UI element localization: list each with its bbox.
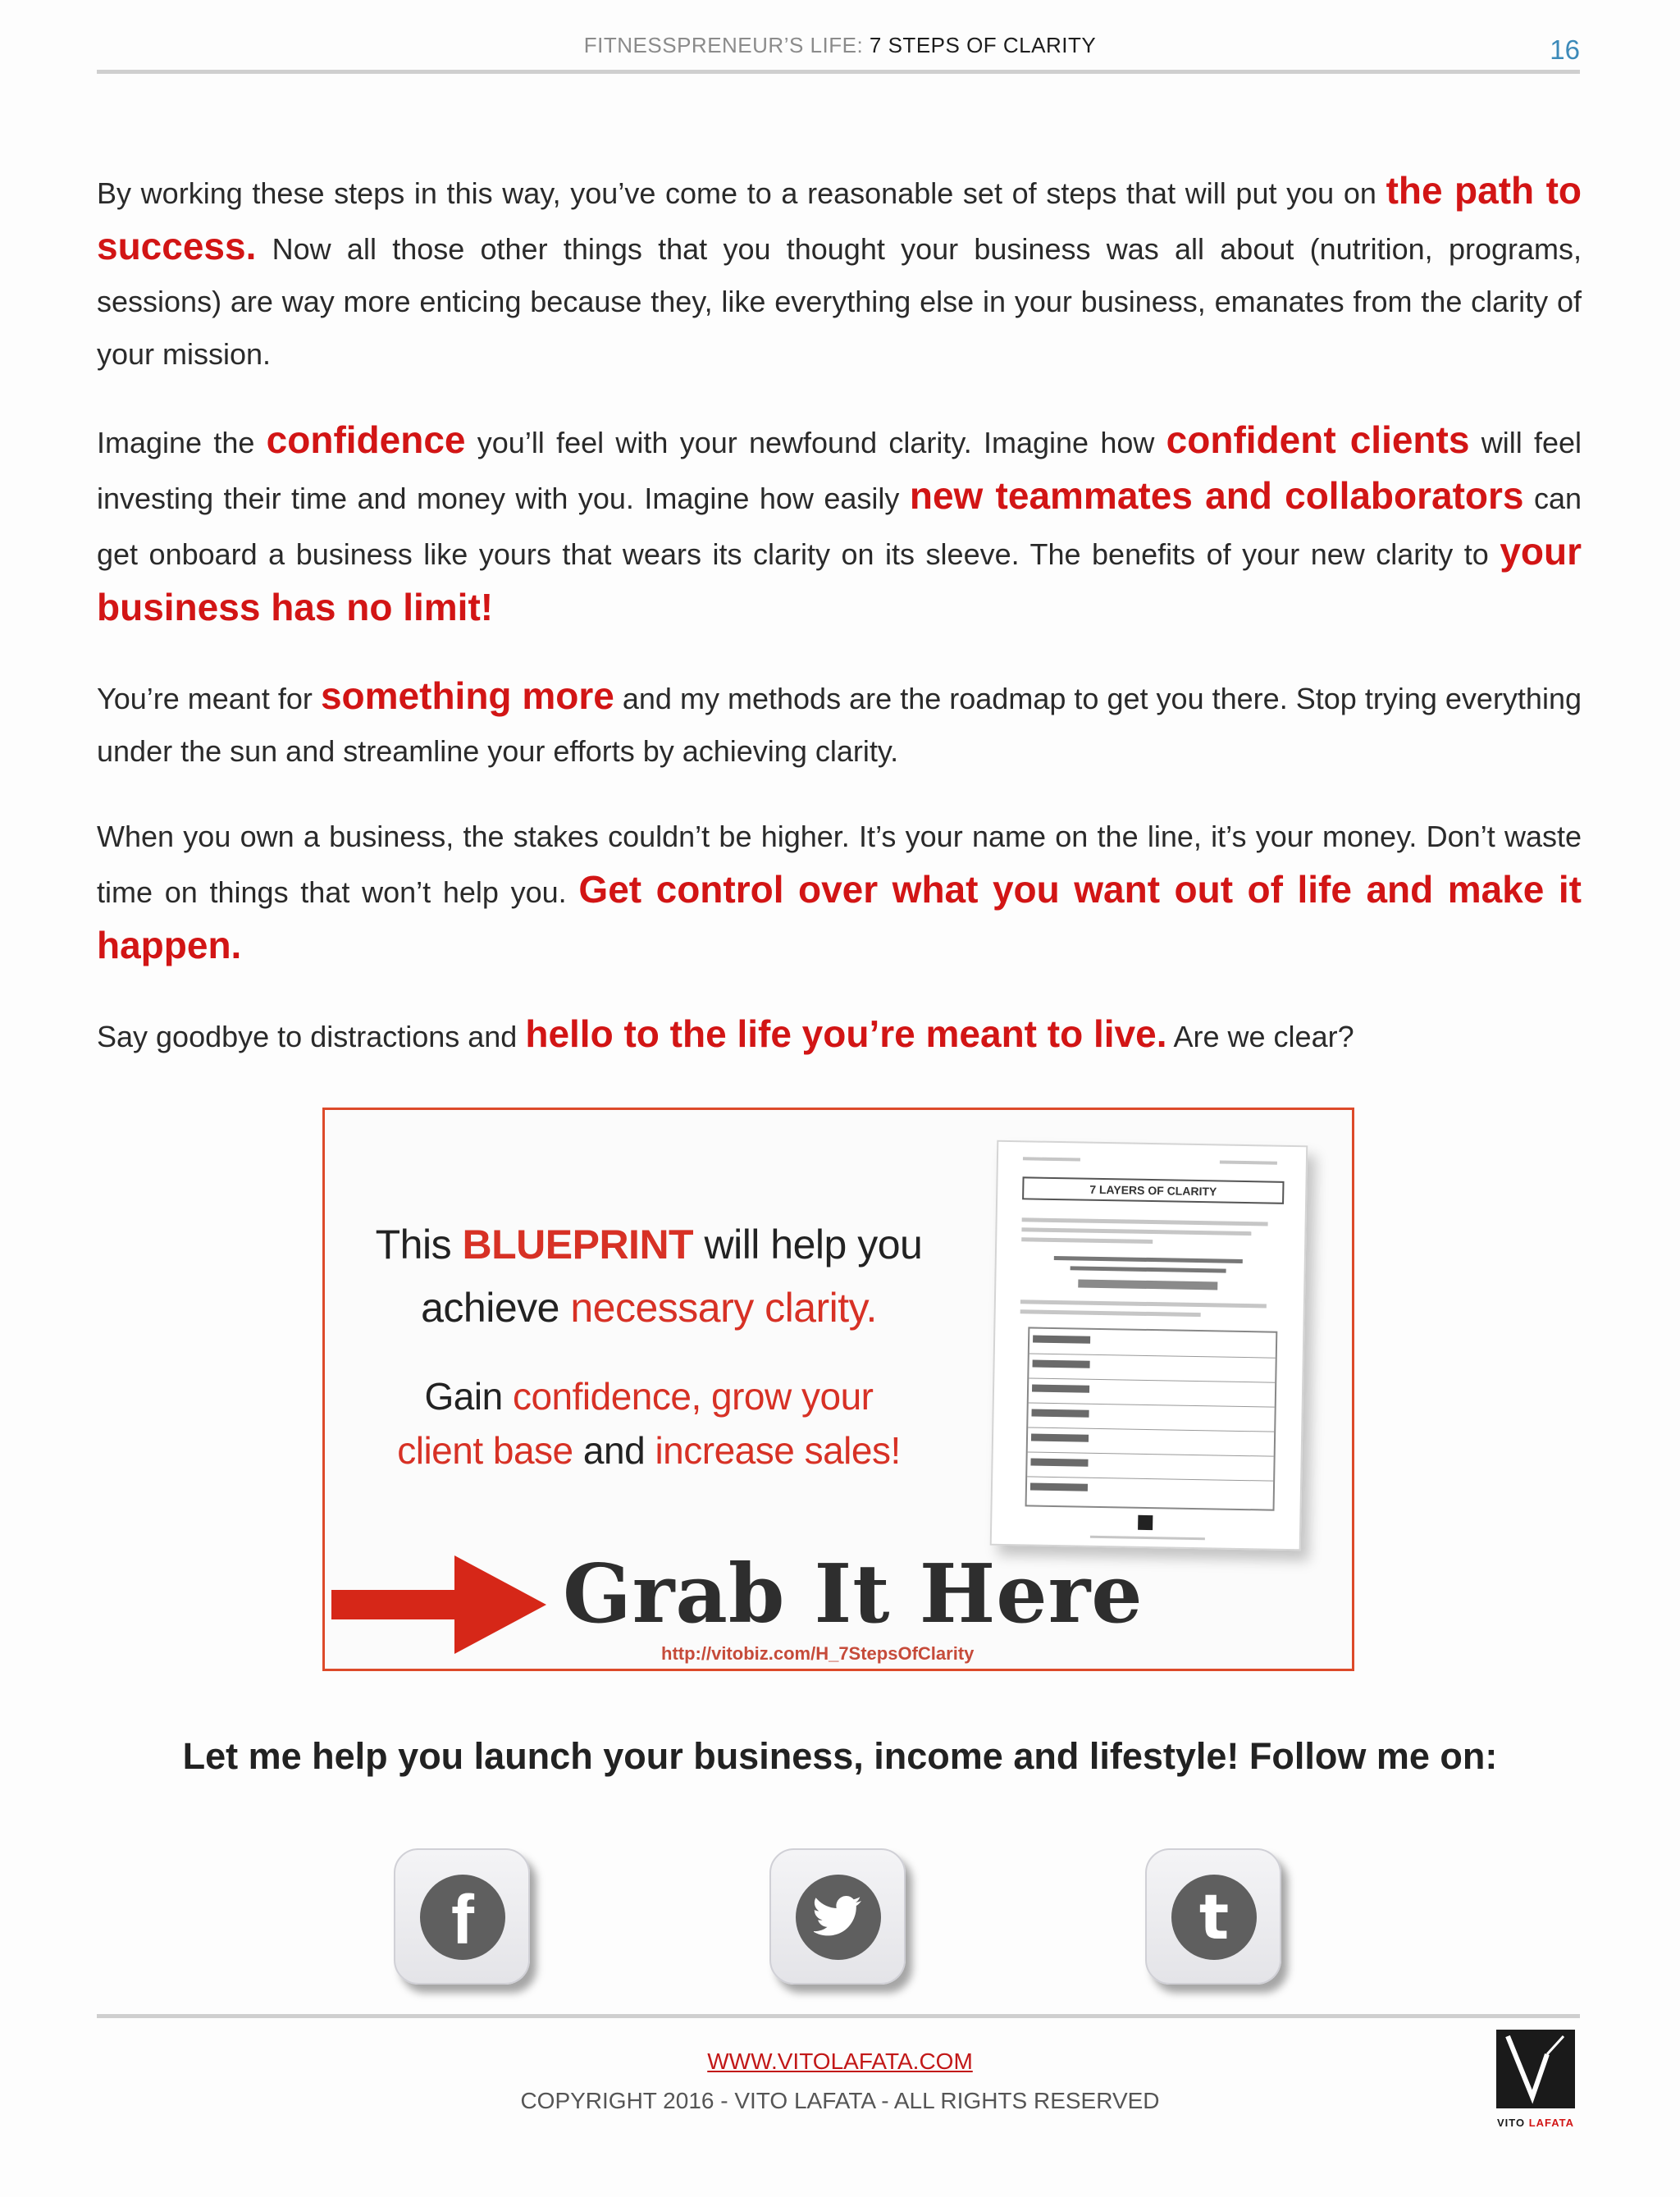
banner-blueprint-word: BLUEPRINT: [462, 1222, 694, 1268]
doc-header-line: [1220, 1160, 1277, 1164]
blueprint-document-thumbnail: [990, 1140, 1308, 1551]
banner-line-2-b: necessary clarity.: [570, 1285, 877, 1331]
paragraph-1-text-1: By working these steps in this way, you’ve come to a reasonable set of steps that will put you on: [97, 176, 1386, 210]
doc-clarity-table: [1025, 1327, 1278, 1510]
doc-text-line: [1022, 1217, 1268, 1226]
footer-copyright: COPYRIGHT 2016 - VITO LAFATA - ALL RIGHTS RESERVED: [520, 2088, 1160, 2113]
doc-header-line: [1023, 1157, 1080, 1161]
paragraph-2-highlight-3: new teammates and collaborators: [909, 474, 1524, 517]
doc-text-line: [1021, 1237, 1153, 1244]
banner-line-4-a: client base: [397, 1429, 573, 1472]
follow-heading: Let me help you launch your business, income and lifestyle! Follow me on:: [182, 1735, 1498, 1777]
facebook-icon: [420, 1875, 505, 1960]
doc-title: 7 LAYERS OF CLARITY: [1022, 1176, 1284, 1204]
banner-line-3-a: Gain: [424, 1375, 513, 1418]
vito-lafata-logo: [1495, 2030, 1577, 2140]
banner-line-4-c: increase sales!: [655, 1429, 901, 1472]
banner-line-4-b: and: [573, 1429, 655, 1472]
paragraph-5-highlight-1: hello to the life you’re meant to live.: [525, 1012, 1167, 1055]
banner-line-1-a: This: [375, 1222, 463, 1268]
v-logo-icon: [1496, 2030, 1575, 2108]
paragraph-4-text-1: When you own a business, the stakes couldn’t be higher. It’s your name on the line, it’s your money. Don’t waste time on things that won’t help you.: [97, 820, 1582, 909]
arrow-right-icon: [331, 1555, 546, 1654]
grab-it-here-text: Grab It Here: [563, 1547, 1144, 1642]
tumblr-glyph: t: [1198, 1880, 1230, 1953]
banner-line-2-a: achieve: [421, 1285, 571, 1331]
footer-website-link[interactable]: WWW.VITOLAFATA.COM: [707, 2049, 973, 2074]
doc-text-line: [1020, 1299, 1267, 1308]
doc-quote-line: [1071, 1266, 1226, 1272]
header-title-prefix: FITNESSPRENEUR’S LIFE:: [583, 33, 870, 57]
body-content: [97, 164, 1582, 1096]
paragraph-3: [97, 669, 1582, 778]
paragraph-2-highlight-2: confident clients: [1166, 418, 1470, 461]
paragraph-2-text-4: can get onboard a business like yours that wears its clarity on its sleeve. The benefits of your new clarity to: [97, 482, 1582, 571]
page-number: 16: [1550, 34, 1580, 65]
paragraph-2-highlight-1: confidence: [266, 418, 466, 461]
page-header: [0, 0, 1680, 78]
doc-quote-line: [1054, 1256, 1243, 1263]
banner-line-4: [325, 1428, 973, 1473]
doc-logo-mark: [1138, 1515, 1153, 1530]
doc-subheading-bar: [1078, 1279, 1217, 1290]
twitter-icon: [796, 1875, 881, 1960]
facebook-button[interactable]: [394, 1848, 530, 1985]
tumblr-button[interactable]: [1145, 1848, 1281, 1985]
paragraph-4-highlight-1: Get control over what you want out of life and make it happen.: [97, 868, 1582, 966]
banner-line-3: [325, 1374, 973, 1418]
paragraph-3-text-1: You’re meant for: [97, 682, 321, 715]
paragraph-5: [97, 1007, 1582, 1063]
tumblr-icon: [1171, 1875, 1257, 1960]
paragraph-5-text-2: Are we clear?: [1166, 1020, 1354, 1053]
paragraph-1-highlight-1: the path to success.: [97, 169, 1582, 267]
paragraph-2-text-2: you’ll feel with your newfound clarity. Imagine how: [465, 426, 1166, 459]
paragraph-1-text-2: Now all those other things that you thought your business was all about (nutrition, programs, sessions) are way more enticing because they, like everything else in your business, emanates from the clarity of your mission.: [97, 232, 1582, 371]
logo-text-last: LAFATA: [1528, 2117, 1575, 2129]
twitter-button[interactable]: [769, 1848, 906, 1985]
twitter-bird-icon: [814, 1894, 863, 1940]
facebook-glyph: f: [451, 1881, 474, 1958]
header-title-suffix: 7 STEPS OF CLARITY: [869, 33, 1097, 57]
paragraph-3-highlight-1: something more: [320, 674, 614, 717]
paragraph-2-text-3: will feel investing their time and money with you. Imagine how easily: [97, 426, 1582, 515]
paragraph-5-text-1: Say goodbye to distractions and: [97, 1020, 526, 1053]
banner-line-1: [325, 1221, 973, 1268]
logo-text: [1495, 2117, 1577, 2129]
doc-text-line: [1020, 1309, 1201, 1317]
header-title: [0, 33, 1680, 58]
paragraph-4: [97, 811, 1582, 975]
footer-divider: [97, 2014, 1580, 2018]
banner-line-3-b: confidence, grow your: [512, 1375, 874, 1418]
banner-line-2: [325, 1284, 973, 1331]
banner-url: http://vitobiz.com/H_7StepsOfClarity: [661, 1643, 975, 1664]
logo-mark: [1496, 2030, 1575, 2108]
paragraph-2: [97, 413, 1582, 637]
doc-text-line: [1021, 1227, 1251, 1236]
paragraph-3-text-2: and my methods are the roadmap to get you there. Stop trying everything under the sun and streamline your efforts by achieving clarity.: [97, 682, 1582, 768]
header-divider: [97, 70, 1580, 74]
paragraph-2-highlight-4: your business has no limit!: [97, 530, 1582, 628]
banner-line-1-c: will help you: [693, 1222, 923, 1268]
paragraph-2-text-1: Imagine the: [97, 426, 267, 459]
logo-text-first: VITO: [1496, 2117, 1529, 2129]
doc-footer-line: [1090, 1536, 1205, 1540]
paragraph-1: [97, 164, 1582, 381]
blueprint-banner-link[interactable]: [322, 1108, 1354, 1671]
